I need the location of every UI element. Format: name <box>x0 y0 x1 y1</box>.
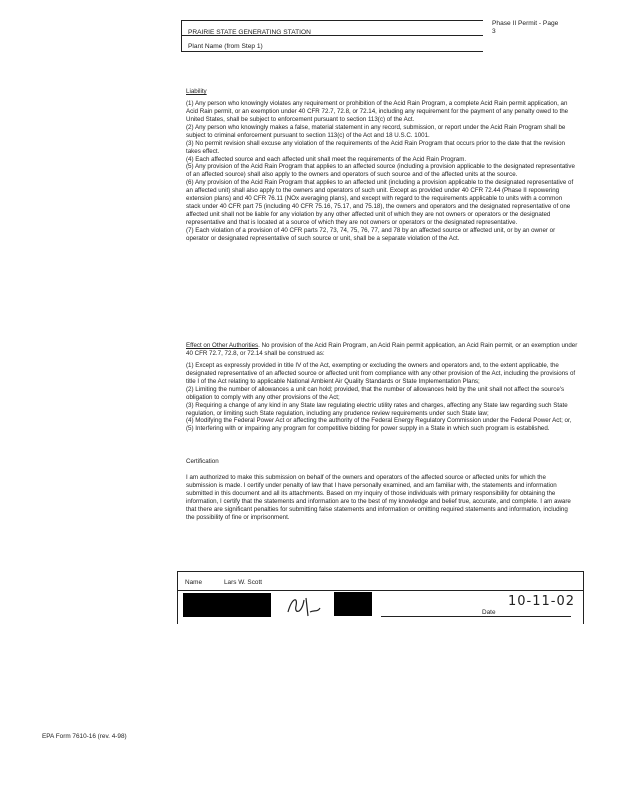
page-indicator <box>492 20 586 36</box>
effect-item: (5) Interfering with or impairing any program for competitive bidding for power supply in a State in which such program is established. <box>186 425 550 433</box>
signature-line <box>381 616 571 617</box>
signature-divider <box>178 590 583 591</box>
header-box <box>181 20 483 52</box>
effect-item: (3) Requiring a change of any kind in any State law regulating electric utility rates and charges, affecting any State law regarding such State regulation, or limiting such State regulation, including any prudence review requirements under such State law; <box>186 401 568 417</box>
liability-section <box>186 88 578 243</box>
liability-item: (3) No permit revision shall excuse any violation of the requirements of the Acid Rain Program that occurs prior to the date that the revision takes effect. <box>186 139 565 155</box>
effect-item: (2) Limiting the number of allowances a unit can hold; provided, that the number of allowances held by the unit shall not affect the source's obligation to comply with any other provisions of the Act; <box>186 385 565 401</box>
plant-name-label: Plant Name (from Step 1) <box>188 43 263 50</box>
certification-text: I am authorized to make this submission on behalf of the owners and operators of the affected source or affected units for which the submission is made. I certify under penalty of law that I have personally examined, and am familiar with, the statements and information submitted in this document and all its attachments. Based on my inquiry of those individuals with primary responsibility for obtaining the information, I certify that the statements and information are to the best of my knowledge and belief true, accurate, and complete. I am aware that there are significant penalties for submitting false statements and information or omitting required statements and information, including the possibility of fine or imprisonment. <box>186 473 571 521</box>
liability-item: (7) Each violation of a provision of 40 CFR parts 72, 73, 74, 75, 76, 77, and 78 by an affected source or affected unit, or by an owner or operator or designated representative of such source or unit, shall be a separate violation of the Act. <box>186 226 556 242</box>
certification-heading: Certification <box>186 458 219 465</box>
plant-name: PRAIRIE STATE GENERATING STATION <box>188 29 311 36</box>
effect-section <box>186 342 578 433</box>
signer-name: Lars W. Scott <box>224 579 263 586</box>
liability-item: (5) Any provision of the Acid Rain Program that applies to an affected source (including a provision applicable to the designated representative of an affected source) shall also apply to the owners and operators of such source and of the affected units at the source. <box>186 163 575 179</box>
name-label: Name <box>185 579 203 586</box>
redaction-box <box>183 593 271 617</box>
page-label: Phase II Permit - Page <box>492 20 559 27</box>
form-id: EPA Form 7610-16 (rev. 4-98) <box>42 733 127 740</box>
effect-intro-paragraph <box>186 342 578 358</box>
header-divider <box>182 35 483 36</box>
signature-date: 10-11-02 <box>508 594 576 609</box>
date-label: Date <box>482 609 496 616</box>
liability-item: (4) Each affected source and each affected unit shall meet the requirements of the Acid Rain Program. <box>186 155 467 163</box>
effect-intro: . No provision of the Acid Rain Program, an Acid Rain permit application, an Acid Rain permit, or an exemption under 40 CFR 72.7, 72.8, or 72.14 shall be construed as: <box>186 342 578 357</box>
signature-block <box>177 571 584 624</box>
liability-item: (6) Any provision of the Acid Rain Program that applies to an affected unit (including a provision applicable to the designated representative of an affected unit) shall also apply to the owners and operators of such unit. Except as provided under 40 CFR 72.44 (Phase II repowering extension plans) and 40 CFR 76.11 (NOx averaging plans), and except with regard to the requirements applicable to units with a common stack under 40 CFR part 75 (including 40 CFR 75.16, 75.17, and 75.18), the owners and operators and the designated representative of one affected unit shall not be liable for any violation by any other affected unit of which they are not owners or operators or the designated representative and that is located at a source of which they are not owners or operators or the designated representative. <box>186 179 574 226</box>
effect-item: (1) Except as expressly provided in title IV of the Act, exempting or excluding the owners and operators and, to the extent applicable, the designated representative of an affected source or affected unit from compliance with any other provision of the Act, including the provisions of title I of the Act relating to applicable National Ambient Air Quality Standards or State Implementation Plans; <box>186 361 576 385</box>
effect-heading: Effect on Other Authorities <box>186 342 259 349</box>
certification-section <box>186 458 578 522</box>
page-number: 3 <box>492 27 496 35</box>
liability-heading: Liability <box>186 88 207 95</box>
effect-item: (4) Modifying the Federal Power Act or affecting the authority of the Federal Energy Regulatory Commission under the Federal Power Act; or, <box>186 417 572 425</box>
redaction-box <box>334 592 372 616</box>
handwritten-signature-icon <box>282 592 322 618</box>
liability-item: (1) Any person who knowingly violates any requirement or prohibition of the Acid Rain Program, a complete Acid Rain permit application, an Acid Rain permit, or an exemption under 40 CFR 72.7, 72.8, or 72.14, including any requirement for the payment of any penalty owed to the United States, shall be subject to enforcement pursuant to section 113(c) of the Act. <box>186 99 569 123</box>
liability-item: (2) Any person who knowingly makes a false, material statement in any record, submission, or report under the Acid Rain Program shall be subject to criminal enforcement pursuant to section 113(c) of the Act and 18 U.S.C. 1001. <box>186 123 566 139</box>
